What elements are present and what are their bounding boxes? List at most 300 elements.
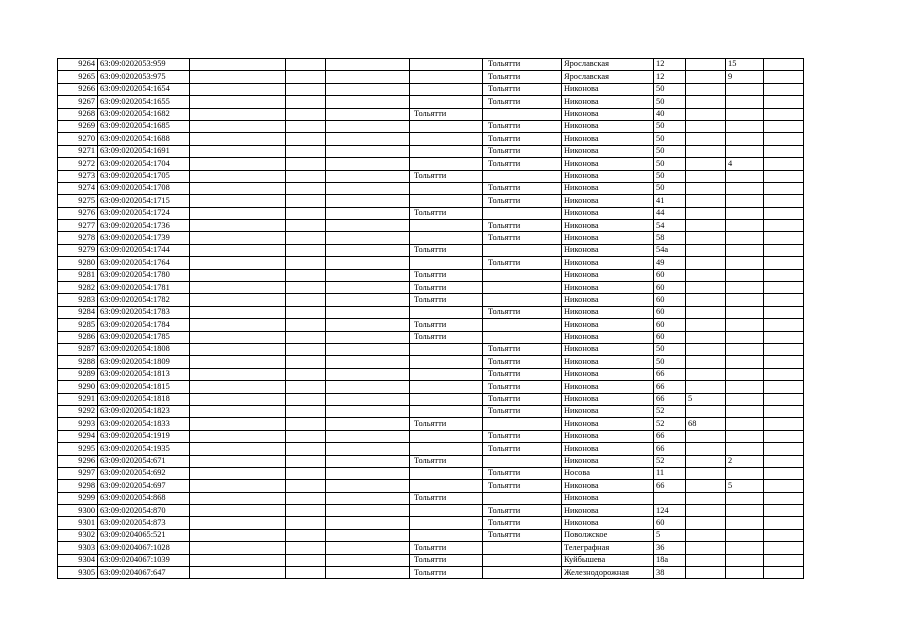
empty-cell bbox=[764, 294, 804, 306]
empty-cell bbox=[764, 182, 804, 194]
street-cell: Никонова bbox=[562, 319, 654, 331]
building-cell bbox=[686, 467, 726, 479]
row-number-cell: 9268 bbox=[58, 108, 98, 120]
building-cell bbox=[686, 71, 726, 83]
apartment-cell bbox=[726, 343, 764, 355]
apartment-cell bbox=[726, 567, 764, 579]
street-cell: Никонова bbox=[562, 443, 654, 455]
empty-cell bbox=[286, 480, 326, 492]
street-cell: Никонова bbox=[562, 430, 654, 442]
street-cell: Никонова bbox=[562, 356, 654, 368]
street-cell: Никонова bbox=[562, 455, 654, 467]
city-cell: Тольятти bbox=[410, 554, 483, 566]
house-cell: 50 bbox=[654, 120, 686, 132]
cadastral-number-cell: 63:09:0202054:1784 bbox=[98, 319, 190, 331]
building-cell bbox=[686, 319, 726, 331]
building-cell bbox=[686, 529, 726, 541]
city-cell: Тольятти bbox=[483, 306, 562, 318]
apartment-cell bbox=[726, 418, 764, 430]
city-cell bbox=[483, 418, 562, 430]
empty-cell bbox=[286, 59, 326, 71]
empty-cell bbox=[326, 269, 410, 281]
cadastral-number-cell: 63:09:0202054:1724 bbox=[98, 207, 190, 219]
table-row bbox=[58, 306, 804, 318]
data-table bbox=[57, 58, 804, 579]
city-cell bbox=[410, 158, 483, 170]
cadastral-number-cell: 63:09:0202054:1704 bbox=[98, 158, 190, 170]
table-row bbox=[58, 505, 804, 517]
empty-cell bbox=[286, 393, 326, 405]
empty-cell bbox=[326, 405, 410, 417]
empty-cell bbox=[326, 505, 410, 517]
apartment-cell bbox=[726, 542, 764, 554]
city-cell bbox=[410, 356, 483, 368]
table-row bbox=[58, 356, 804, 368]
house-cell: 50 bbox=[654, 83, 686, 95]
empty-cell bbox=[764, 319, 804, 331]
cadastral-number-cell: 63:09:0202054:1815 bbox=[98, 381, 190, 393]
city-cell: Тольятти bbox=[410, 244, 483, 256]
empty-cell bbox=[764, 381, 804, 393]
empty-cell bbox=[764, 71, 804, 83]
cadastral-number-cell: 63:09:0202054:1809 bbox=[98, 356, 190, 368]
city-cell bbox=[410, 306, 483, 318]
row-number-cell: 9274 bbox=[58, 182, 98, 194]
city-cell bbox=[410, 405, 483, 417]
city-cell: Тольятти bbox=[483, 467, 562, 479]
empty-cell bbox=[764, 492, 804, 504]
building-cell bbox=[686, 505, 726, 517]
city-cell: Тольятти bbox=[483, 232, 562, 244]
row-number-cell: 9289 bbox=[58, 368, 98, 380]
cadastral-number-cell: 63:09:0202054:868 bbox=[98, 492, 190, 504]
table-row bbox=[58, 542, 804, 554]
empty-cell bbox=[190, 145, 286, 157]
empty-cell bbox=[764, 244, 804, 256]
empty-cell bbox=[764, 529, 804, 541]
empty-cell bbox=[286, 381, 326, 393]
city-cell: Тольятти bbox=[483, 480, 562, 492]
cadastral-number-cell: 63:09:0202054:1785 bbox=[98, 331, 190, 343]
street-cell: Никонова bbox=[562, 381, 654, 393]
street-cell: Никонова bbox=[562, 108, 654, 120]
cadastral-number-cell: 63:09:0202054:873 bbox=[98, 517, 190, 529]
empty-cell bbox=[190, 195, 286, 207]
empty-cell bbox=[286, 83, 326, 95]
apartment-cell bbox=[726, 182, 764, 194]
apartment-cell bbox=[726, 269, 764, 281]
city-cell: Тольятти bbox=[483, 96, 562, 108]
empty-cell bbox=[326, 306, 410, 318]
house-cell: 60 bbox=[654, 269, 686, 281]
row-number-cell: 9302 bbox=[58, 529, 98, 541]
cadastral-number-cell: 63:09:0202054:1808 bbox=[98, 343, 190, 355]
empty-cell bbox=[286, 244, 326, 256]
street-cell: Никонова bbox=[562, 257, 654, 269]
empty-cell bbox=[190, 529, 286, 541]
city-cell bbox=[410, 145, 483, 157]
cadastral-number-cell: 63:09:0202054:692 bbox=[98, 467, 190, 479]
city-cell bbox=[410, 182, 483, 194]
table-row bbox=[58, 381, 804, 393]
table-row bbox=[58, 232, 804, 244]
empty-cell bbox=[286, 368, 326, 380]
city-cell bbox=[410, 467, 483, 479]
empty-cell bbox=[764, 83, 804, 95]
empty-cell bbox=[286, 517, 326, 529]
apartment-cell bbox=[726, 430, 764, 442]
cadastral-number-cell: 63:09:0202054:1691 bbox=[98, 145, 190, 157]
empty-cell bbox=[764, 306, 804, 318]
row-number-cell: 9272 bbox=[58, 158, 98, 170]
cadastral-number-cell: 63:09:0202054:870 bbox=[98, 505, 190, 517]
building-cell bbox=[686, 405, 726, 417]
row-number-cell: 9301 bbox=[58, 517, 98, 529]
empty-cell bbox=[326, 96, 410, 108]
apartment-cell bbox=[726, 232, 764, 244]
house-cell: 52 bbox=[654, 455, 686, 467]
cadastral-number-cell: 63:09:0202054:1654 bbox=[98, 83, 190, 95]
empty-cell bbox=[190, 306, 286, 318]
empty-cell bbox=[326, 282, 410, 294]
cadastral-number-cell: 63:09:0202054:1919 bbox=[98, 430, 190, 442]
city-cell: Тольятти bbox=[410, 455, 483, 467]
empty-cell bbox=[190, 430, 286, 442]
house-cell: 50 bbox=[654, 96, 686, 108]
street-cell: Никонова bbox=[562, 505, 654, 517]
city-cell: Тольятти bbox=[483, 145, 562, 157]
empty-cell bbox=[326, 393, 410, 405]
city-cell bbox=[483, 294, 562, 306]
row-number-cell: 9270 bbox=[58, 133, 98, 145]
building-cell bbox=[686, 207, 726, 219]
building-cell bbox=[686, 59, 726, 71]
house-cell: 66 bbox=[654, 480, 686, 492]
table-row bbox=[58, 96, 804, 108]
building-cell bbox=[686, 368, 726, 380]
apartment-cell bbox=[726, 120, 764, 132]
apartment-cell bbox=[726, 195, 764, 207]
apartment-cell bbox=[726, 492, 764, 504]
city-cell bbox=[483, 207, 562, 219]
cadastral-number-cell: 63:09:0202054:1715 bbox=[98, 195, 190, 207]
city-cell: Тольятти bbox=[483, 83, 562, 95]
empty-cell bbox=[286, 542, 326, 554]
city-cell: Тольятти bbox=[410, 269, 483, 281]
row-number-cell: 9264 bbox=[58, 59, 98, 71]
street-cell: Никонова bbox=[562, 294, 654, 306]
city-cell: Тольятти bbox=[483, 405, 562, 417]
house-cell: 50 bbox=[654, 133, 686, 145]
row-number-cell: 9290 bbox=[58, 381, 98, 393]
city-cell: Тольятти bbox=[483, 393, 562, 405]
building-cell bbox=[686, 83, 726, 95]
row-number-cell: 9271 bbox=[58, 145, 98, 157]
empty-cell bbox=[326, 244, 410, 256]
cadastral-number-cell: 63:09:0202054:1833 bbox=[98, 418, 190, 430]
city-cell bbox=[410, 393, 483, 405]
row-number-cell: 9285 bbox=[58, 319, 98, 331]
empty-cell bbox=[286, 294, 326, 306]
empty-cell bbox=[286, 220, 326, 232]
city-cell bbox=[410, 505, 483, 517]
house-cell: 66 bbox=[654, 430, 686, 442]
empty-cell bbox=[190, 120, 286, 132]
building-cell bbox=[686, 145, 726, 157]
cadastral-number-cell: 63:09:0202054:697 bbox=[98, 480, 190, 492]
empty-cell bbox=[286, 306, 326, 318]
city-cell: Тольятти bbox=[483, 443, 562, 455]
house-cell: 60 bbox=[654, 306, 686, 318]
house-cell: 18а bbox=[654, 554, 686, 566]
table-row bbox=[58, 145, 804, 157]
apartment-cell: 4 bbox=[726, 158, 764, 170]
table-row bbox=[58, 343, 804, 355]
empty-cell bbox=[190, 381, 286, 393]
street-cell: Никонова bbox=[562, 120, 654, 132]
building-cell: 5 bbox=[686, 393, 726, 405]
city-cell: Тольятти bbox=[410, 319, 483, 331]
house-cell: 54 bbox=[654, 220, 686, 232]
building-cell bbox=[686, 443, 726, 455]
row-number-cell: 9305 bbox=[58, 567, 98, 579]
empty-cell bbox=[286, 405, 326, 417]
table-row bbox=[58, 418, 804, 430]
city-cell bbox=[410, 133, 483, 145]
empty-cell bbox=[286, 145, 326, 157]
empty-cell bbox=[190, 368, 286, 380]
empty-cell bbox=[764, 195, 804, 207]
apartment-cell bbox=[726, 331, 764, 343]
city-cell bbox=[410, 83, 483, 95]
row-number-cell: 9266 bbox=[58, 83, 98, 95]
apartment-cell: 2 bbox=[726, 455, 764, 467]
table-row bbox=[58, 393, 804, 405]
empty-cell bbox=[286, 170, 326, 182]
empty-cell bbox=[764, 430, 804, 442]
row-number-cell: 9276 bbox=[58, 207, 98, 219]
empty-cell bbox=[190, 356, 286, 368]
cadastral-number-cell: 63:09:0202054:1764 bbox=[98, 257, 190, 269]
empty-cell bbox=[190, 294, 286, 306]
building-cell bbox=[686, 294, 726, 306]
city-cell: Тольятти bbox=[410, 294, 483, 306]
empty-cell bbox=[326, 133, 410, 145]
building-cell bbox=[686, 170, 726, 182]
city-cell: Тольятти bbox=[410, 418, 483, 430]
empty-cell bbox=[764, 418, 804, 430]
table-row bbox=[58, 158, 804, 170]
empty-cell bbox=[190, 220, 286, 232]
empty-cell bbox=[190, 492, 286, 504]
table-row bbox=[58, 567, 804, 579]
empty-cell bbox=[326, 170, 410, 182]
house-cell: 66 bbox=[654, 368, 686, 380]
street-cell: Никонова bbox=[562, 331, 654, 343]
empty-cell bbox=[190, 554, 286, 566]
street-cell: Никонова bbox=[562, 133, 654, 145]
house-cell: 12 bbox=[654, 71, 686, 83]
street-cell: Никонова bbox=[562, 517, 654, 529]
empty-cell bbox=[286, 282, 326, 294]
house-cell: 12 bbox=[654, 59, 686, 71]
city-cell bbox=[483, 108, 562, 120]
row-number-cell: 9304 bbox=[58, 554, 98, 566]
cadastral-number-cell: 63:09:0202054:1685 bbox=[98, 120, 190, 132]
empty-cell bbox=[764, 232, 804, 244]
row-number-cell: 9291 bbox=[58, 393, 98, 405]
city-cell bbox=[483, 542, 562, 554]
house-cell: 50 bbox=[654, 182, 686, 194]
house-cell: 11 bbox=[654, 467, 686, 479]
cadastral-number-cell: 63:09:0204067:1039 bbox=[98, 554, 190, 566]
city-cell bbox=[410, 430, 483, 442]
street-cell: Ярославская bbox=[562, 59, 654, 71]
table-row bbox=[58, 517, 804, 529]
house-cell: 66 bbox=[654, 381, 686, 393]
city-cell: Тольятти bbox=[483, 368, 562, 380]
empty-cell bbox=[286, 96, 326, 108]
city-cell: Тольятти bbox=[483, 505, 562, 517]
empty-cell bbox=[190, 418, 286, 430]
street-cell: Никонова bbox=[562, 170, 654, 182]
house-cell: 52 bbox=[654, 418, 686, 430]
empty-cell bbox=[326, 257, 410, 269]
street-cell: Никонова bbox=[562, 195, 654, 207]
city-cell bbox=[410, 517, 483, 529]
city-cell bbox=[410, 368, 483, 380]
house-cell: 49 bbox=[654, 257, 686, 269]
city-cell bbox=[410, 232, 483, 244]
empty-cell bbox=[286, 356, 326, 368]
empty-cell bbox=[764, 170, 804, 182]
building-cell bbox=[686, 182, 726, 194]
empty-cell bbox=[326, 331, 410, 343]
empty-cell bbox=[286, 257, 326, 269]
apartment-cell bbox=[726, 405, 764, 417]
empty-cell bbox=[190, 83, 286, 95]
empty-cell bbox=[764, 220, 804, 232]
empty-cell bbox=[764, 505, 804, 517]
apartment-cell: 9 bbox=[726, 71, 764, 83]
apartment-cell bbox=[726, 443, 764, 455]
street-cell: Никонова bbox=[562, 158, 654, 170]
empty-cell bbox=[326, 368, 410, 380]
city-cell: Тольятти bbox=[483, 381, 562, 393]
street-cell: Никонова bbox=[562, 343, 654, 355]
empty-cell bbox=[764, 517, 804, 529]
city-cell: Тольятти bbox=[483, 257, 562, 269]
table-row bbox=[58, 120, 804, 132]
city-cell: Тольятти bbox=[483, 195, 562, 207]
apartment-cell bbox=[726, 282, 764, 294]
empty-cell bbox=[190, 207, 286, 219]
empty-cell bbox=[764, 455, 804, 467]
cadastral-number-cell: 63:09:0202054:1823 bbox=[98, 405, 190, 417]
row-number-cell: 9283 bbox=[58, 294, 98, 306]
house-cell: 50 bbox=[654, 170, 686, 182]
empty-cell bbox=[764, 480, 804, 492]
table-row bbox=[58, 443, 804, 455]
empty-cell bbox=[764, 467, 804, 479]
row-number-cell: 9299 bbox=[58, 492, 98, 504]
cadastral-number-cell: 63:09:0202054:1813 bbox=[98, 368, 190, 380]
apartment-cell bbox=[726, 554, 764, 566]
empty-cell bbox=[326, 381, 410, 393]
empty-cell bbox=[764, 393, 804, 405]
street-cell: Никонова bbox=[562, 207, 654, 219]
building-cell bbox=[686, 554, 726, 566]
street-cell: Никонова bbox=[562, 282, 654, 294]
row-number-cell: 9288 bbox=[58, 356, 98, 368]
row-number-cell: 9296 bbox=[58, 455, 98, 467]
cadastral-number-cell: 63:09:0202054:1781 bbox=[98, 282, 190, 294]
cadastral-number-cell: 63:09:0202054:1780 bbox=[98, 269, 190, 281]
empty-cell bbox=[190, 343, 286, 355]
row-number-cell: 9298 bbox=[58, 480, 98, 492]
table-row bbox=[58, 133, 804, 145]
building-cell bbox=[686, 282, 726, 294]
empty-cell bbox=[764, 542, 804, 554]
building-cell bbox=[686, 120, 726, 132]
empty-cell bbox=[286, 133, 326, 145]
empty-cell bbox=[190, 158, 286, 170]
apartment-cell bbox=[726, 505, 764, 517]
city-cell bbox=[483, 492, 562, 504]
row-number-cell: 9294 bbox=[58, 430, 98, 442]
apartment-cell bbox=[726, 108, 764, 120]
empty-cell bbox=[190, 505, 286, 517]
house-cell: 50 bbox=[654, 145, 686, 157]
empty-cell bbox=[326, 517, 410, 529]
empty-cell bbox=[190, 455, 286, 467]
city-cell bbox=[483, 244, 562, 256]
street-cell: Поволжское bbox=[562, 529, 654, 541]
city-cell bbox=[483, 269, 562, 281]
table-body bbox=[58, 59, 804, 579]
apartment-cell bbox=[726, 220, 764, 232]
table-row bbox=[58, 282, 804, 294]
table-row bbox=[58, 244, 804, 256]
empty-cell bbox=[326, 455, 410, 467]
empty-cell bbox=[326, 294, 410, 306]
row-number-cell: 9275 bbox=[58, 195, 98, 207]
house-cell: 60 bbox=[654, 517, 686, 529]
house-cell bbox=[654, 492, 686, 504]
city-cell: Тольятти bbox=[483, 71, 562, 83]
empty-cell bbox=[286, 158, 326, 170]
empty-cell bbox=[326, 120, 410, 132]
cadastral-number-cell: 63:09:0202054:671 bbox=[98, 455, 190, 467]
table-row bbox=[58, 71, 804, 83]
row-number-cell: 9282 bbox=[58, 282, 98, 294]
city-cell: Тольятти bbox=[410, 282, 483, 294]
city-cell: Тольятти bbox=[410, 170, 483, 182]
street-cell: Никонова bbox=[562, 145, 654, 157]
table-row bbox=[58, 331, 804, 343]
empty-cell bbox=[326, 195, 410, 207]
city-cell: Тольятти bbox=[483, 59, 562, 71]
building-cell bbox=[686, 430, 726, 442]
empty-cell bbox=[764, 554, 804, 566]
apartment-cell bbox=[726, 170, 764, 182]
empty-cell bbox=[764, 356, 804, 368]
table-row bbox=[58, 430, 804, 442]
empty-cell bbox=[326, 343, 410, 355]
row-number-cell: 9279 bbox=[58, 244, 98, 256]
empty-cell bbox=[764, 405, 804, 417]
table-row bbox=[58, 195, 804, 207]
